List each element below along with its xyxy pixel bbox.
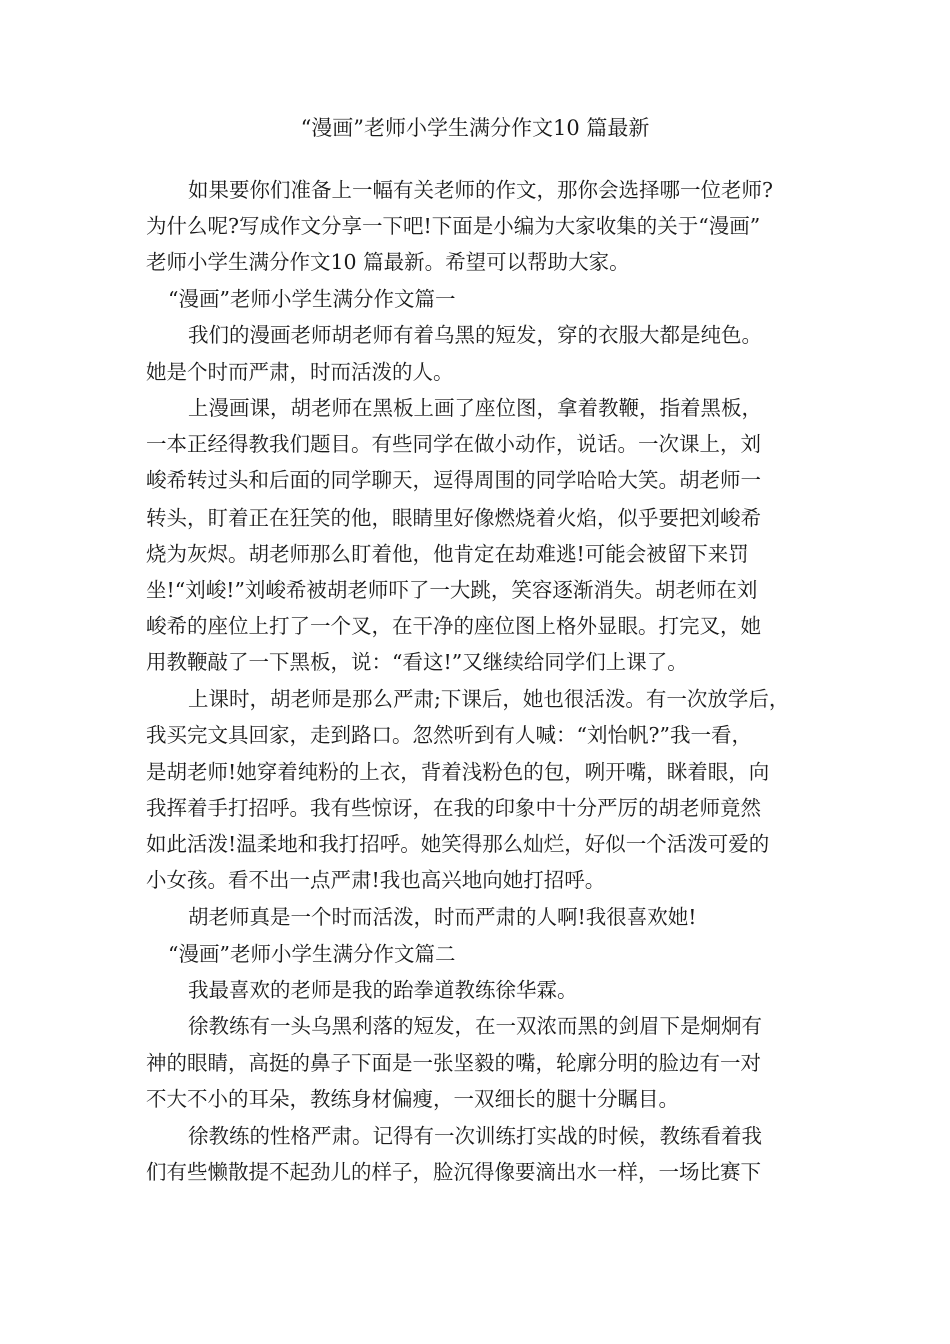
paragraph-line: 我们的漫画老师胡老师有着乌黑的短发，穿的衣服大都是纯色。 bbox=[188, 323, 762, 347]
paragraph-line: 用教鞭敲了一下黑板，说：“看这!”又继续给同学们上课了。 bbox=[146, 650, 688, 674]
paragraph-line: 小女孩。看不出一点严肃!我也高兴地向她打招呼。 bbox=[146, 868, 606, 892]
paragraph-line: 上课时，胡老师是那么严肃;下课后，她也很活泼。有一次放学后， bbox=[188, 687, 790, 711]
paragraph-line: 们有些懒散提不起劲儿的样子，脸沉得像要滴出水一样，一场比赛下 bbox=[146, 1160, 761, 1184]
paragraph-line: 徐教练有一头乌黑利落的短发，在一双浓而黑的剑眉下是炯炯有 bbox=[188, 1014, 762, 1038]
paragraph-line: 峻希转过头和后面的同学聊天，逗得周围的同学哈哈大笑。胡老师一 bbox=[146, 468, 761, 492]
document-title: “漫画”老师小学生满分作文10 篇最新 bbox=[300, 116, 650, 140]
paragraph-line: 烧为灰烬。胡老师那么盯着他，他肯定在劫难逃!可能会被留下来罚 bbox=[146, 542, 749, 566]
paragraph-line: 胡老师真是一个时而活泼，时而严肃的人啊!我很喜欢她! bbox=[188, 905, 697, 929]
paragraph-line: 如此活泼!温柔地和我打招呼。她笑得那么灿烂，好似一个活泼可爱的 bbox=[146, 832, 770, 856]
paragraph-line: 坐!“刘峻!”刘峻希被胡老师吓了一大跳，笑容逐渐消失。胡老师在刘 bbox=[146, 578, 758, 602]
paragraph-line: 不大不小的耳朵，教练身材偏瘦，一双细长的腿十分瞩目。 bbox=[146, 1087, 679, 1111]
paragraph-line: 她是个时而严肃，时而活泼的人。 bbox=[146, 360, 454, 384]
section-heading: “漫画”老师小学生满分作文篇二 bbox=[168, 942, 456, 966]
paragraph-line: 徐教练的性格严肃。记得有一次训练打实战的时候，教练看着我 bbox=[188, 1124, 762, 1148]
paragraph-line: 为什么呢?写成作文分享一下吧!下面是小编为大家收集的关于“漫画” bbox=[146, 214, 761, 238]
paragraph-line: 上漫画课，胡老师在黑板上画了座位图，拿着教鞭，指着黑板， bbox=[188, 396, 762, 420]
paragraph-line: 一本正经得教我们题目。有些同学在做小动作，说话。一次课上，刘 bbox=[146, 432, 761, 456]
paragraph-line: 我挥着手打招呼。我有些惊讶，在我的印象中十分严厉的胡老师竟然 bbox=[146, 796, 761, 820]
paragraph-line: 峻希的座位上打了一个叉，在干净的座位图上格外显眼。打完叉，她 bbox=[146, 614, 761, 638]
paragraph-line: 神的眼睛，高挺的鼻子下面是一张坚毅的嘴，轮廓分明的脸边有一对 bbox=[146, 1051, 761, 1075]
paragraph-line: 是胡老师!她穿着纯粉的上衣，背着浅粉色的包，咧开嘴，眯着眼，向 bbox=[146, 760, 770, 784]
paragraph-line: 我买完文具回家，走到路口。忽然听到有人喊：“刘怡帆?”我一看， bbox=[146, 723, 752, 747]
paragraph-line: 我最喜欢的老师是我的跆拳道教练徐华霖。 bbox=[188, 978, 578, 1002]
paragraph-line: 转头，盯着正在狂笑的他，眼睛里好像燃烧着火焰，似乎要把刘峻希 bbox=[146, 506, 761, 530]
paragraph-line: 如果要你们准备上一幅有关老师的作文，那你会选择哪一位老师? bbox=[188, 178, 773, 202]
section-heading: “漫画”老师小学生满分作文篇一 bbox=[168, 287, 456, 311]
paragraph-line: 老师小学生满分作文10 篇最新。希望可以帮助大家。 bbox=[146, 250, 630, 274]
